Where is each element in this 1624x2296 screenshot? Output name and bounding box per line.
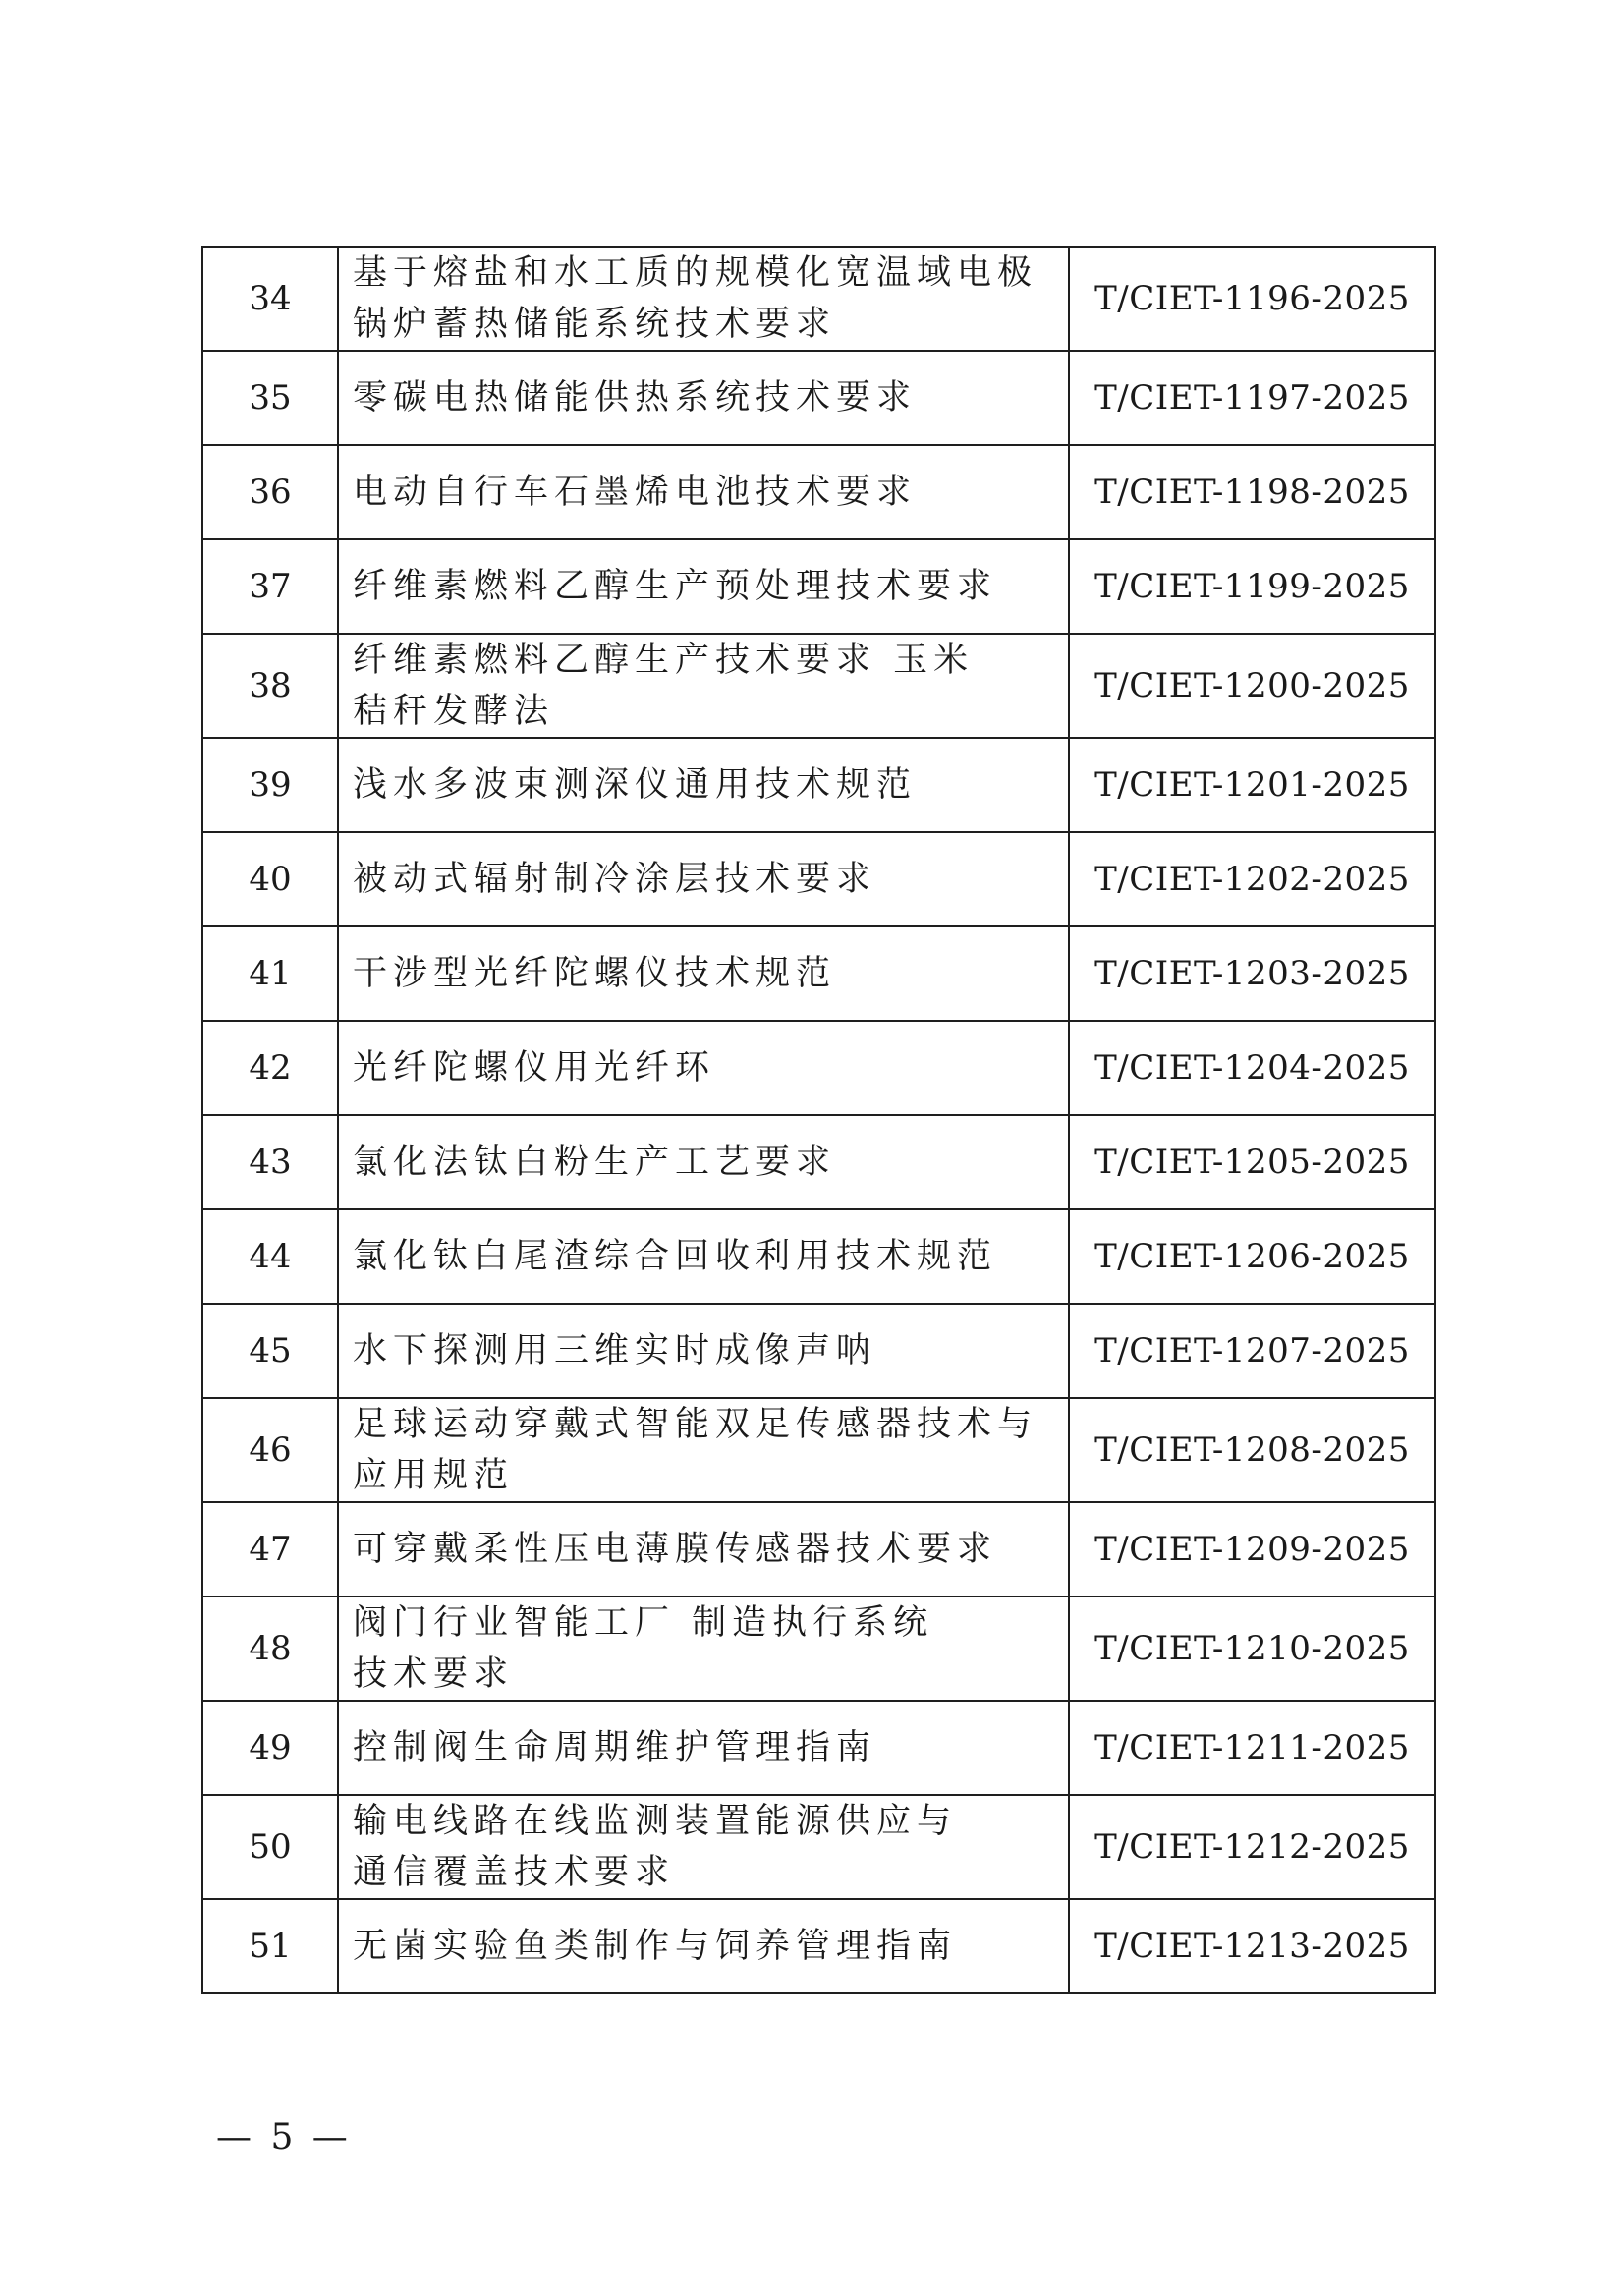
table-row (202, 1502, 1435, 1596)
standard-code-cell: T/CIET-1213-2025 (1069, 1899, 1435, 1993)
standard-name-cell (338, 1398, 1069, 1502)
standard-code-cell: T/CIET-1197-2025 (1069, 351, 1435, 445)
standard-name-cell (338, 1021, 1069, 1115)
row-number-cell: 34 (202, 247, 338, 351)
standard-code-cell: T/CIET-1202-2025 (1069, 832, 1435, 926)
standard-name-line: 水下探测用三维实时成像声呐 (353, 1331, 877, 1371)
row-number-cell: 47 (202, 1502, 338, 1596)
standard-name-line: 零碳电热储能供热系统技术要求 (353, 378, 918, 418)
table-row (202, 1021, 1435, 1115)
standard-code-cell: T/CIET-1211-2025 (1069, 1701, 1435, 1795)
standard-name-line: 氯化钛白尾渣综合回收利用技术规范 (353, 1237, 998, 1276)
standard-name-line: 干涉型光纤陀螺仪技术规范 (353, 954, 837, 993)
table-row (202, 832, 1435, 926)
standard-name-line: 可穿戴柔性压电薄膜传感器技术要求 (353, 1530, 998, 1569)
row-number-cell: 36 (202, 445, 338, 539)
table-row (202, 1115, 1435, 1209)
standard-code-cell: T/CIET-1206-2025 (1069, 1209, 1435, 1304)
standard-code-cell: T/CIET-1196-2025 (1069, 247, 1435, 351)
table-row (202, 1304, 1435, 1398)
standard-name-line: 锅炉蓄热储能系统技术要求 (353, 305, 837, 344)
standard-name-line: 电动自行车石墨烯电池技术要求 (353, 473, 918, 512)
table-row (202, 634, 1435, 738)
standard-name-line: 应用规范 (353, 1456, 515, 1495)
row-number-cell: 45 (202, 1304, 338, 1398)
table-row (202, 1596, 1435, 1701)
standard-name-line: 阀门行业智能工厂 制造执行系统 (353, 1603, 934, 1643)
row-number-cell: 35 (202, 351, 338, 445)
standard-name-cell (338, 926, 1069, 1021)
row-number-cell: 41 (202, 926, 338, 1021)
table-row (202, 445, 1435, 539)
standards-table-body (202, 247, 1435, 1993)
row-number-cell: 50 (202, 1795, 338, 1899)
row-number-cell: 48 (202, 1596, 338, 1701)
row-number-cell: 40 (202, 832, 338, 926)
standard-name-cell (338, 1596, 1069, 1701)
standard-name-cell (338, 445, 1069, 539)
standard-name-cell (338, 1795, 1069, 1899)
table-row (202, 247, 1435, 351)
standard-code-cell: T/CIET-1200-2025 (1069, 634, 1435, 738)
standard-code-cell: T/CIET-1210-2025 (1069, 1596, 1435, 1701)
row-number-cell: 46 (202, 1398, 338, 1502)
table-row (202, 1899, 1435, 1993)
standard-name-line: 纤维素燃料乙醇生产技术要求 玉米 (353, 641, 975, 680)
standard-name-cell (338, 1899, 1069, 1993)
table-row (202, 738, 1435, 832)
standard-name-line: 通信覆盖技术要求 (353, 1853, 676, 1892)
table-row (202, 1398, 1435, 1502)
standard-name-line: 浅水多波束测深仪通用技术规范 (353, 765, 918, 805)
standard-name-cell (338, 634, 1069, 738)
standard-name-cell (338, 539, 1069, 634)
table-row (202, 1795, 1435, 1899)
standard-code-cell: T/CIET-1203-2025 (1069, 926, 1435, 1021)
standard-name-line: 无菌实验鱼类制作与饲养管理指南 (353, 1927, 958, 1966)
standard-name-line: 技术要求 (353, 1654, 515, 1694)
page-number: — 5 — (216, 2117, 352, 2157)
table-row (202, 926, 1435, 1021)
row-number-cell: 42 (202, 1021, 338, 1115)
standard-name-cell (338, 1502, 1069, 1596)
standard-code-cell: T/CIET-1212-2025 (1069, 1795, 1435, 1899)
standard-name-line: 控制阀生命周期维护管理指南 (353, 1728, 877, 1767)
row-number-cell: 38 (202, 634, 338, 738)
standard-code-cell: T/CIET-1204-2025 (1069, 1021, 1435, 1115)
standard-code-cell: T/CIET-1209-2025 (1069, 1502, 1435, 1596)
standard-code-cell: T/CIET-1199-2025 (1069, 539, 1435, 634)
table-row (202, 351, 1435, 445)
standard-name-cell (338, 1209, 1069, 1304)
standard-code-cell: T/CIET-1208-2025 (1069, 1398, 1435, 1502)
standard-name-line: 基于熔盐和水工质的规模化宽温域电极 (353, 253, 1038, 293)
standard-name-cell (338, 351, 1069, 445)
standard-name-cell (338, 1304, 1069, 1398)
row-number-cell: 43 (202, 1115, 338, 1209)
table-row (202, 539, 1435, 634)
standard-name-line: 纤维素燃料乙醇生产预处理技术要求 (353, 567, 998, 606)
standard-code-cell: T/CIET-1198-2025 (1069, 445, 1435, 539)
row-number-cell: 51 (202, 1899, 338, 1993)
row-number-cell: 39 (202, 738, 338, 832)
table-row (202, 1701, 1435, 1795)
row-number-cell: 49 (202, 1701, 338, 1795)
standard-name-cell (338, 1701, 1069, 1795)
standard-name-cell (338, 738, 1069, 832)
standard-name-line: 被动式辐射制冷涂层技术要求 (353, 860, 877, 899)
standard-code-cell: T/CIET-1201-2025 (1069, 738, 1435, 832)
standard-code-cell: T/CIET-1207-2025 (1069, 1304, 1435, 1398)
standard-name-cell (338, 1115, 1069, 1209)
standard-name-line: 氯化法钛白粉生产工艺要求 (353, 1143, 837, 1182)
standard-name-line: 足球运动穿戴式智能双足传感器技术与 (353, 1405, 1038, 1444)
standard-name-line: 输电线路在线监测装置能源供应与 (353, 1802, 958, 1841)
row-number-cell: 37 (202, 539, 338, 634)
row-number-cell: 44 (202, 1209, 338, 1304)
standard-name-cell (338, 832, 1069, 926)
standard-code-cell: T/CIET-1205-2025 (1069, 1115, 1435, 1209)
standard-name-cell (338, 247, 1069, 351)
standard-name-line: 光纤陀螺仪用光纤环 (353, 1048, 716, 1088)
standard-name-line: 秸秆发酵法 (353, 692, 555, 731)
table-row (202, 1209, 1435, 1304)
standards-table (201, 246, 1436, 1994)
